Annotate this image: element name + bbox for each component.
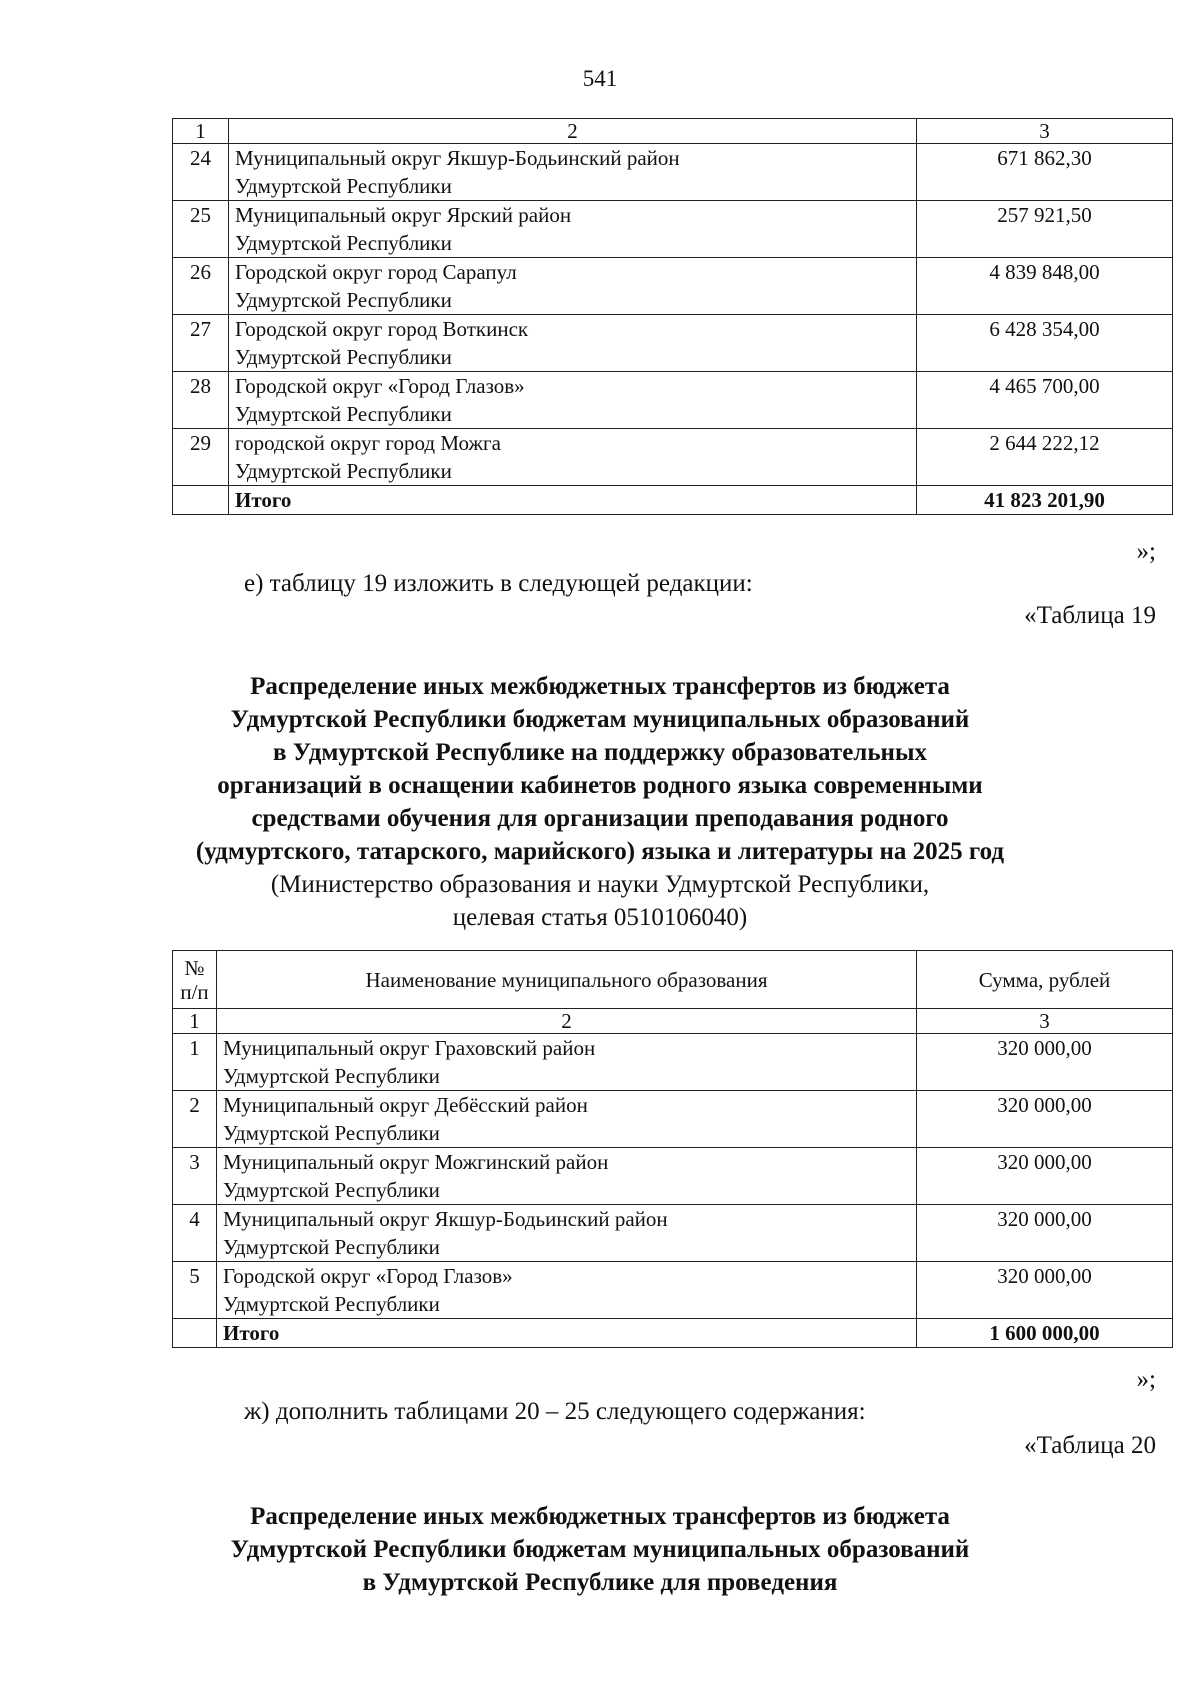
total-sum: 41 823 201,90	[917, 486, 1173, 515]
index-cell: 2	[229, 119, 917, 144]
table-index-row	[173, 119, 1173, 144]
index-cell: 2	[217, 1009, 917, 1034]
heading-line: (удмуртского, татарского, марийского) языка и литературы на 2025 год	[195, 838, 1005, 865]
table-row	[173, 1205, 1173, 1262]
header-line: №	[184, 955, 205, 980]
index-cell: 1	[173, 119, 229, 144]
row-number: 27	[173, 315, 229, 372]
name-line: Удмуртской Республики	[223, 1121, 440, 1145]
municipality-name	[217, 1034, 917, 1091]
table-row	[173, 315, 1173, 372]
table-18-continuation	[172, 118, 1173, 515]
row-number: 24	[173, 144, 229, 201]
table-19-subheading	[100, 868, 1100, 934]
municipality-name	[229, 372, 917, 429]
municipality-name	[229, 201, 917, 258]
name-line: Удмуртской Республики	[223, 1064, 440, 1088]
row-number: 1	[173, 1034, 217, 1091]
name-line: Городской округ город Сарапул	[235, 260, 517, 284]
col-header-sum: Сумма, рублей	[917, 951, 1173, 1009]
municipality-name	[217, 1148, 917, 1205]
col-header-number	[173, 951, 217, 1009]
subheading-line: (Министерство образования и науки Удмуртской Республики,	[270, 871, 930, 898]
table-20-label: «Таблица 20	[1024, 1432, 1156, 1459]
index-cell: 3	[917, 1009, 1173, 1034]
name-line: Муниципальный округ Ярский район	[235, 203, 572, 227]
row-number: 5	[173, 1262, 217, 1319]
name-line: Удмуртской Республики	[235, 231, 452, 255]
row-number: 3	[173, 1148, 217, 1205]
municipality-name	[217, 1262, 917, 1319]
total-sum: 1 600 000,00	[917, 1319, 1173, 1348]
row-sum: 320 000,00	[917, 1205, 1173, 1262]
row-number: 4	[173, 1205, 217, 1262]
table-row	[173, 201, 1173, 258]
name-line: Удмуртской Республики	[235, 174, 452, 198]
row-sum: 320 000,00	[917, 1091, 1173, 1148]
index-cell: 3	[917, 119, 1173, 144]
table-row	[173, 1262, 1173, 1319]
name-line: городской округ город Можга	[235, 431, 501, 455]
name-line: Городской округ «Город Глазов»	[223, 1264, 513, 1288]
name-line: Удмуртской Республики	[235, 288, 452, 312]
total-row	[173, 1319, 1173, 1348]
heading-line: в Удмуртской Республике для проведения	[362, 1569, 838, 1596]
table-row	[173, 144, 1173, 201]
total-empty-cell	[173, 486, 229, 515]
row-number: 29	[173, 429, 229, 486]
table-row	[173, 1148, 1173, 1205]
table-20-heading	[100, 1500, 1100, 1599]
name-line: Городской округ город Воткинск	[235, 317, 529, 341]
heading-line: организаций в оснащении кабинетов родного языка современными	[217, 772, 983, 799]
table-row	[173, 1034, 1173, 1091]
page-number: 541	[582, 66, 618, 91]
table-19	[172, 950, 1173, 1348]
row-sum: 4 465 700,00	[917, 372, 1173, 429]
total-label: Итого	[217, 1319, 917, 1348]
name-line: Муниципальный округ Якшур-Бодьинский район	[223, 1207, 668, 1231]
name-line: Удмуртской Республики	[223, 1292, 440, 1316]
heading-line: средствами обучения для организации преподавания родного	[251, 805, 949, 832]
name-line: Муниципальный округ Можгинский район	[223, 1150, 609, 1174]
row-sum: 6 428 354,00	[917, 315, 1173, 372]
name-line: Удмуртской Республики	[223, 1178, 440, 1202]
row-sum: 257 921,50	[917, 201, 1173, 258]
name-line: Муниципальный округ Дебёсский район	[223, 1093, 588, 1117]
name-line: Удмуртской Республики	[235, 459, 452, 483]
row-number: 28	[173, 372, 229, 429]
municipality-name	[229, 258, 917, 315]
paragraph-zh: ж) дополнить таблицами 20 – 25 следующего содержания:	[244, 1398, 866, 1425]
total-label: Итого	[229, 486, 917, 515]
row-sum: 320 000,00	[917, 1034, 1173, 1091]
heading-line: Удмуртской Республики бюджетам муниципальных образований	[230, 1536, 970, 1563]
total-row	[173, 486, 1173, 515]
row-sum: 2 644 222,12	[917, 429, 1173, 486]
heading-line: Удмуртской Республики бюджетам муниципальных образований	[230, 706, 970, 733]
table-header-row	[173, 951, 1173, 1009]
municipality-name	[229, 429, 917, 486]
name-line: Муниципальный округ Граховский район	[223, 1036, 596, 1060]
header-line: п/п	[180, 979, 209, 1004]
table-row	[173, 429, 1173, 486]
table-19-label: «Таблица 19	[1024, 602, 1156, 629]
paragraph-e: е) таблицу 19 изложить в следующей редакции:	[244, 570, 753, 597]
name-line: Удмуртской Республики	[223, 1235, 440, 1259]
quote-closer: »;	[1136, 1366, 1156, 1393]
row-sum: 671 862,30	[917, 144, 1173, 201]
table-row	[173, 372, 1173, 429]
table-row	[173, 1091, 1173, 1148]
heading-line: в Удмуртской Республике на поддержку образовательных	[273, 739, 927, 766]
name-line: Удмуртской Республики	[235, 402, 452, 426]
table-index-row	[173, 1009, 1173, 1034]
name-line: Муниципальный округ Якшур-Бодьинский район	[235, 146, 680, 170]
total-empty-cell	[173, 1319, 217, 1348]
heading-line: Распределение иных межбюджетных трансфертов из бюджета	[250, 673, 950, 700]
municipality-name	[217, 1091, 917, 1148]
index-cell: 1	[173, 1009, 217, 1034]
row-number: 2	[173, 1091, 217, 1148]
subheading-line: целевая статья 0510106040)	[452, 904, 748, 931]
municipality-name	[217, 1205, 917, 1262]
heading-line: Распределение иных межбюджетных трансфертов из бюджета	[250, 1503, 950, 1530]
quote-closer: »;	[1136, 538, 1156, 565]
row-number: 25	[173, 201, 229, 258]
col-header-name: Наименование муниципального образования	[217, 951, 917, 1009]
row-number: 26	[173, 258, 229, 315]
name-line: Удмуртской Республики	[235, 345, 452, 369]
row-sum: 320 000,00	[917, 1262, 1173, 1319]
row-sum: 320 000,00	[917, 1148, 1173, 1205]
municipality-name	[229, 144, 917, 201]
table-19-heading	[100, 670, 1100, 868]
name-line: Городской округ «Город Глазов»	[235, 374, 525, 398]
municipality-name	[229, 315, 917, 372]
table-row	[173, 258, 1173, 315]
row-sum: 4 839 848,00	[917, 258, 1173, 315]
